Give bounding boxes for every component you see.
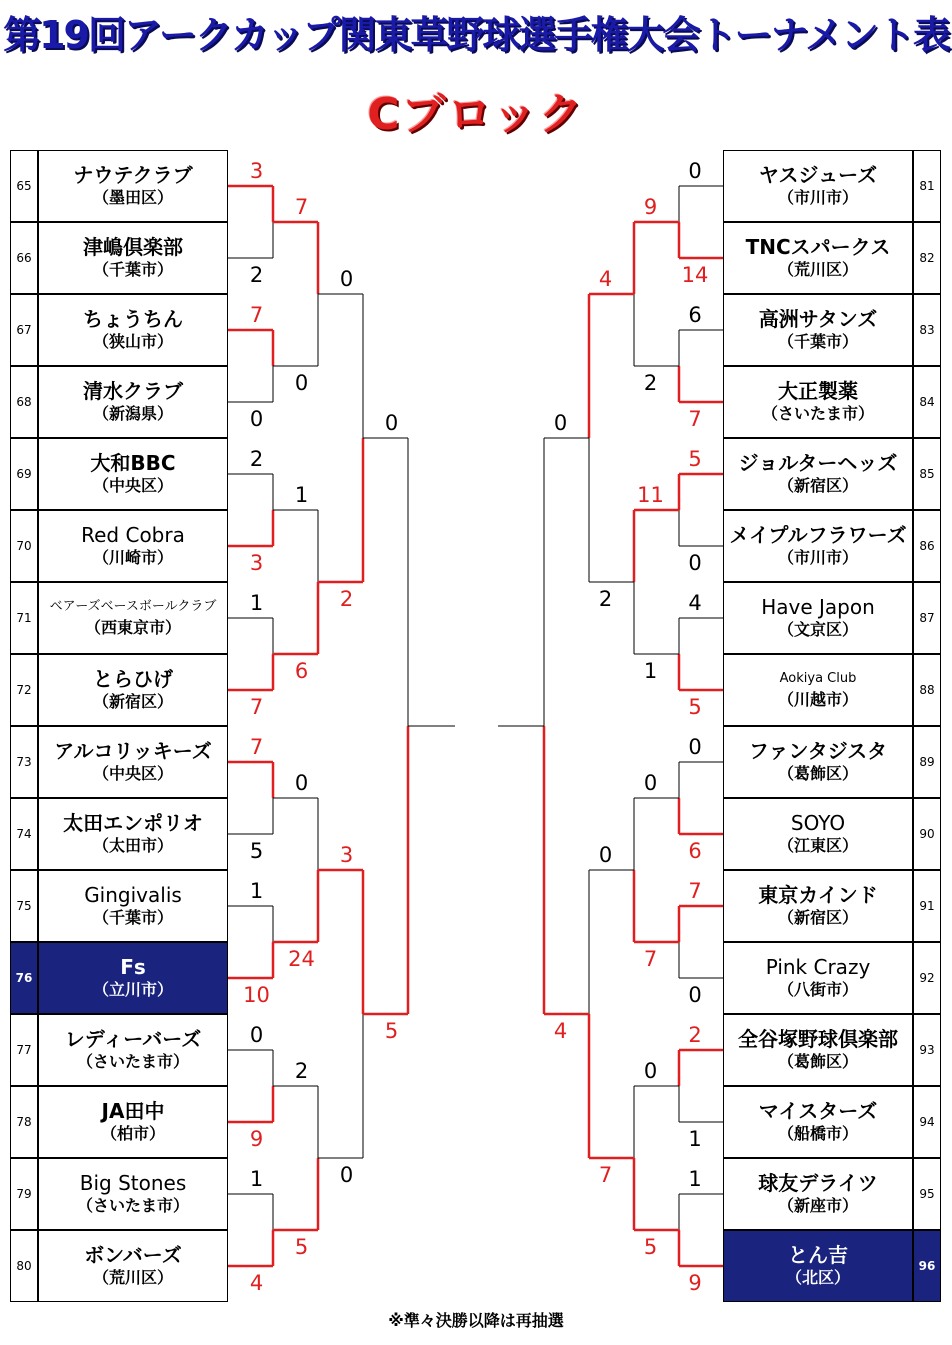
- team-city: （新宿区）: [777, 908, 858, 927]
- team-city: （新座市）: [777, 1196, 858, 1215]
- score-label: 0: [249, 1023, 264, 1047]
- team-name: 東京カインド: [758, 883, 878, 907]
- score-label: 0: [384, 411, 399, 435]
- score-label: 5: [249, 839, 264, 863]
- score-label: 2: [249, 447, 264, 471]
- team-name: 津嶋倶楽部: [83, 235, 183, 259]
- team-name: TNCスパークス: [745, 235, 891, 259]
- team-city: （中央区）: [92, 764, 173, 783]
- team-number: 78: [10, 1086, 38, 1158]
- team-city: （市川市）: [777, 548, 858, 567]
- team-city: （市川市）: [777, 188, 858, 207]
- team-city: （千葉市）: [92, 260, 173, 279]
- team-name: アルコリッキーズ: [54, 739, 212, 763]
- score-label: 2: [294, 1059, 309, 1083]
- score-label: 3: [339, 843, 354, 867]
- score-label: 7: [643, 947, 658, 971]
- team-name: 全谷塚野球倶楽部: [738, 1027, 898, 1051]
- score-label: 0: [643, 771, 658, 795]
- team-city: （立川市）: [92, 980, 173, 999]
- team-name: Gingivalis: [84, 883, 182, 907]
- score-label: 24: [288, 947, 315, 971]
- team-name: 清水クラブ: [83, 379, 183, 403]
- score-label: 0: [688, 551, 702, 575]
- team-name: JA田中: [101, 1099, 165, 1123]
- team-city: （文京区）: [777, 620, 858, 639]
- score-label: 0: [339, 1163, 354, 1187]
- team-number: 79: [10, 1158, 38, 1230]
- team-name: SOYO: [790, 811, 846, 835]
- team-name: ベアーズベースボールクラブ: [49, 599, 217, 614]
- score-label: 6: [688, 839, 702, 863]
- score-label: 0: [339, 267, 354, 291]
- team-number: 91: [913, 870, 941, 942]
- score-label: 4: [553, 1019, 568, 1043]
- team-number: 66: [10, 222, 38, 294]
- score-label: 2: [688, 1023, 702, 1047]
- score-label: 5: [688, 447, 702, 471]
- score-label: 1: [249, 591, 264, 615]
- score-label: 5: [688, 695, 702, 719]
- score-label: 7: [249, 695, 264, 719]
- score-label: 7: [688, 879, 702, 903]
- team-city: （川崎市）: [92, 548, 173, 567]
- score-label: 3: [249, 159, 264, 183]
- team-number: 93: [913, 1014, 941, 1086]
- team-name: Aokiya Club: [779, 671, 857, 686]
- score-label: 7: [249, 303, 264, 327]
- team-number: 77: [10, 1014, 38, 1086]
- team-name: マイスターズ: [758, 1099, 878, 1123]
- team-city: （さいたま市）: [76, 1196, 189, 1215]
- team-city: （さいたま市）: [761, 404, 874, 423]
- team-name: 大和BBC: [90, 451, 176, 475]
- team-city: （墨田区）: [92, 188, 173, 207]
- score-label: 6: [294, 659, 309, 683]
- team-name: ヤスジューズ: [758, 163, 878, 187]
- score-label: 7: [249, 735, 264, 759]
- team-number: 67: [10, 294, 38, 366]
- team-city: （葛飾区）: [777, 764, 858, 783]
- score-label: 0: [249, 407, 264, 431]
- score-label: 0: [688, 159, 702, 183]
- team-city: （中央区）: [92, 476, 173, 495]
- score-label: 0: [294, 771, 309, 795]
- team-city: （柏市）: [100, 1124, 165, 1143]
- team-name: ナウテクラブ: [73, 163, 193, 187]
- team-number: 71: [10, 582, 38, 654]
- score-label: 4: [688, 591, 702, 615]
- team-number: 92: [913, 942, 941, 1014]
- score-label: 2: [598, 587, 613, 611]
- team-name: とらひげ: [93, 667, 173, 691]
- team-number: 75: [10, 870, 38, 942]
- team-city: （江東区）: [777, 836, 858, 855]
- score-label: 3: [249, 551, 264, 575]
- team-number: 70: [10, 510, 38, 582]
- team-city: （西東京市）: [84, 618, 181, 637]
- team-name: Have Japon: [761, 595, 875, 619]
- team-city: （荒川区）: [92, 1268, 173, 1287]
- team-number: 87: [913, 582, 941, 654]
- team-name: ジョルターヘッズ: [738, 451, 898, 475]
- team-name: 太田エンポリオ: [63, 811, 203, 835]
- score-label: 1: [294, 483, 309, 507]
- team-number: 94: [913, 1086, 941, 1158]
- score-label: 6: [688, 303, 702, 327]
- score-label: 0: [643, 1059, 658, 1083]
- score-label: 1: [249, 879, 264, 903]
- team-name: 球友デライツ: [758, 1171, 878, 1195]
- team-city: （新宿区）: [92, 692, 173, 711]
- score-label: 5: [384, 1019, 399, 1043]
- team-name: メイプルフラワーズ: [729, 523, 907, 547]
- team-city: （千葉市）: [92, 908, 173, 927]
- score-label: 9: [643, 195, 658, 219]
- team-number: 69: [10, 438, 38, 510]
- team-number: 72: [10, 654, 38, 726]
- score-label: 11: [637, 483, 664, 507]
- team-number: 68: [10, 366, 38, 438]
- team-name: 高洲サタンズ: [758, 307, 878, 331]
- team-number: 88: [913, 654, 941, 726]
- team-city: （新潟県）: [92, 404, 173, 423]
- score-label: 0: [688, 983, 702, 1007]
- team-number: 85: [913, 438, 941, 510]
- score-label: 1: [643, 659, 658, 683]
- team-name: ファンタジスタ: [748, 739, 888, 763]
- team-name: Pink Crazy: [765, 955, 871, 979]
- team-name: Big Stones: [79, 1171, 187, 1195]
- score-label: 2: [339, 587, 354, 611]
- team-number: 65: [10, 150, 38, 222]
- score-label: 4: [249, 1271, 264, 1295]
- score-label: 4: [598, 267, 613, 291]
- score-label: 5: [643, 1235, 658, 1259]
- team-city: （川越市）: [777, 690, 858, 709]
- team-city: （葛飾区）: [777, 1052, 858, 1071]
- block-subtitle: Cブロック: [367, 89, 585, 140]
- team-city: （荒川区）: [777, 260, 858, 279]
- score-label: 1: [688, 1167, 702, 1191]
- score-label: 1: [688, 1127, 702, 1151]
- score-label: 2: [643, 371, 658, 395]
- score-label: 0: [598, 843, 613, 867]
- team-number: 82: [913, 222, 941, 294]
- score-label: 0: [294, 371, 309, 395]
- team-name: レディーバーズ: [64, 1027, 202, 1051]
- team-number: 73: [10, 726, 38, 798]
- score-label: 9: [249, 1127, 264, 1151]
- team-number: 84: [913, 366, 941, 438]
- team-number: 96: [913, 1230, 941, 1302]
- team-number: 80: [10, 1230, 38, 1302]
- score-label: 5: [294, 1235, 309, 1259]
- team-city: （太田市）: [92, 836, 173, 855]
- score-label: 7: [294, 195, 309, 219]
- score-label: 1: [249, 1167, 264, 1191]
- team-name: 大正製薬: [778, 379, 858, 403]
- team-name: Fs: [120, 955, 146, 979]
- score-label: 0: [688, 735, 702, 759]
- team-number: 90: [913, 798, 941, 870]
- team-number: 95: [913, 1158, 941, 1230]
- team-number: 74: [10, 798, 38, 870]
- score-label: 2: [249, 263, 264, 287]
- page-title: 第19回アークカップ関東草野球選手権大会トーナメント表: [3, 13, 949, 57]
- team-number: 86: [913, 510, 941, 582]
- score-label: 9: [688, 1271, 702, 1295]
- team-name: とん吉: [788, 1243, 848, 1267]
- team-number: 81: [913, 150, 941, 222]
- team-city: （さいたま市）: [76, 1052, 189, 1071]
- team-city: （北区）: [785, 1268, 850, 1287]
- score-label: 7: [688, 407, 702, 431]
- team-number: 89: [913, 726, 941, 798]
- team-city: （新宿区）: [777, 476, 858, 495]
- team-city: （狭山市）: [92, 332, 173, 351]
- score-label: 14: [681, 263, 709, 287]
- team-city: （八街市）: [777, 980, 858, 999]
- team-city: （船橋市）: [777, 1124, 858, 1143]
- team-number: 83: [913, 294, 941, 366]
- team-name: ちょうちん: [83, 307, 183, 331]
- team-name: Red Cobra: [81, 523, 185, 547]
- team-name: ボンバーズ: [84, 1243, 182, 1267]
- footer-note: ※準々決勝以降は再抽選: [388, 1311, 564, 1330]
- team-city: （千葉市）: [777, 332, 858, 351]
- team-number: 76: [10, 942, 38, 1014]
- score-label: 0: [553, 411, 568, 435]
- score-label: 10: [243, 983, 270, 1007]
- score-label: 7: [598, 1163, 613, 1187]
